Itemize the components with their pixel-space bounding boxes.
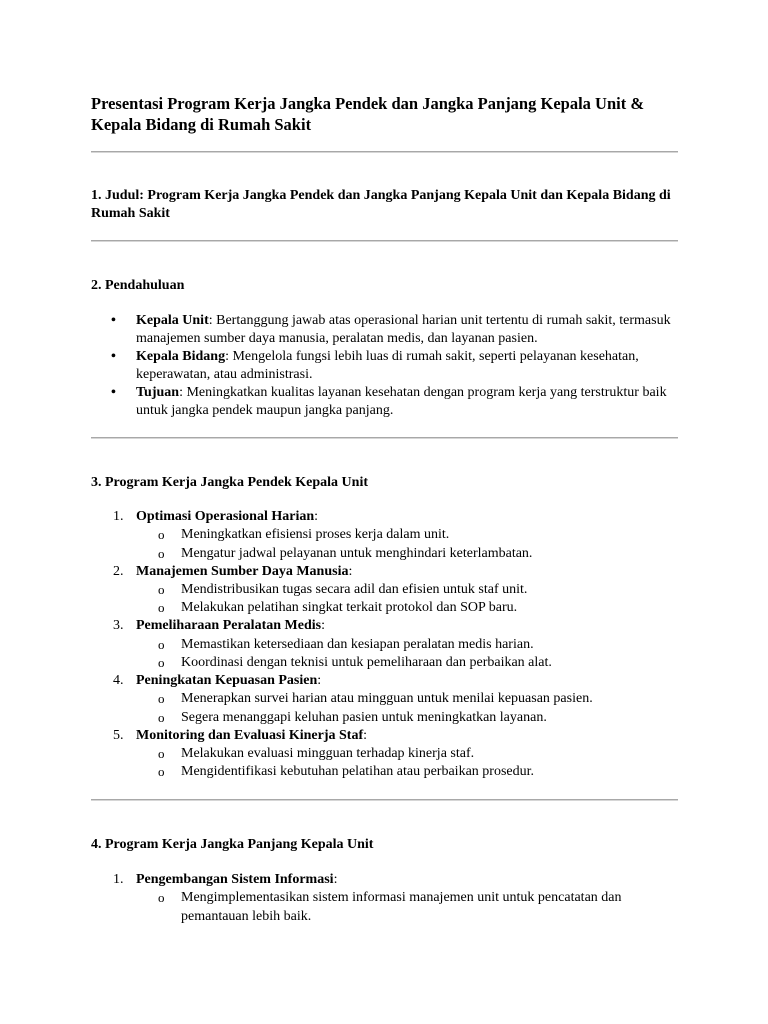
circle-bullet-icon: o xyxy=(158,654,165,670)
bullet-icon: • xyxy=(111,385,116,400)
list-item xyxy=(91,312,681,348)
sub-list-item: o Memastikan ketersediaan dan kesiapan peralatan medis harian. xyxy=(136,636,681,654)
sub-list-item: o Segera menanggapi keluhan pasien untuk meningkatkan layanan. xyxy=(136,709,681,727)
list-item: 1. Pengembangan Sistem Informasi: o Mengimplementasikan sistem informasi manajemen unit untuk pencatatan dan pemantauan lebih baik. xyxy=(91,871,681,926)
circle-bullet-icon: o xyxy=(158,600,165,616)
sub-list-item: o Menerapkan survei harian atau mingguan untuk menilai kepuasan pasien. xyxy=(136,690,681,708)
circle-bullet-icon: o xyxy=(158,890,165,906)
sub-list xyxy=(136,690,681,726)
long-term-program-list xyxy=(91,871,681,926)
list-item-term: Optimasi Operasional Harian xyxy=(136,509,315,524)
section-3-heading: 3. Program Kerja Jangka Pendek Kepala Unit xyxy=(91,475,369,490)
bullet-icon: • xyxy=(111,349,116,364)
sub-list xyxy=(136,889,681,925)
horizontal-rule xyxy=(91,151,678,153)
list-item xyxy=(91,384,681,420)
circle-bullet-icon: o xyxy=(158,709,165,725)
list-item-term: Pengembangan Sistem Informasi xyxy=(136,872,334,887)
horizontal-rule xyxy=(91,799,678,801)
sub-list-item: o Meningkatkan efisiensi proses kerja dalam unit. xyxy=(136,526,681,544)
list-item-text: : Mengelola fungsi lebih luas di rumah sakit, seperti pelayanan kesehatan, keperawatan, atau administrasi. xyxy=(136,349,639,382)
list-number: 3. xyxy=(113,618,124,634)
list-item-term: Monitoring dan Evaluasi Kinerja Staf xyxy=(136,727,364,743)
circle-bullet-icon: o xyxy=(158,764,165,780)
sub-list xyxy=(136,526,681,562)
horizontal-rule xyxy=(91,240,678,242)
list-item-term: Peningkatan Kepuasan Pasien xyxy=(136,673,318,689)
sub-list-item: o Mendistribusikan tugas secara adil dan efisien untuk staf unit. xyxy=(136,581,681,599)
document-title: Presentasi Program Kerja Jangka Pendek dan Jangka Panjang Kepala Unit & Kepala Bidang di Rumah Sakit xyxy=(91,94,645,134)
list-item: 1. Optimasi Operasional Harian: o Meningkatkan efisiensi proses kerja dalam unit. o Mengatur jadwal pelayanan untuk menghindari keterlambatan. xyxy=(91,508,681,563)
list-number: 1. xyxy=(113,872,124,887)
short-term-program-list xyxy=(91,508,681,782)
sub-list-item: o Mengidentifikasi kebutuhan pelatihan atau perbaikan prosedur. xyxy=(136,763,681,781)
list-item-term: Pemeliharaan Peralatan Medis xyxy=(136,618,322,634)
circle-bullet-icon: o xyxy=(158,746,165,762)
sub-list-item: o Melakukan evaluasi mingguan terhadap kinerja staf. xyxy=(136,745,681,763)
list-item-term: Tujuan xyxy=(136,385,180,400)
section-2-heading: 2. Pendahuluan xyxy=(91,278,185,293)
sub-list xyxy=(136,636,681,672)
list-item: 3. Pemeliharaan Peralatan Medis: o Memastikan ketersediaan dan kesiapan peralatan medis harian. o Koordinasi dengan teknisi untuk pemeliharaan dan perbaikan alat. xyxy=(91,617,681,672)
list-item-term: Kepala Unit xyxy=(136,313,209,328)
sub-list-item: o Mengimplementasikan sistem informasi manajemen unit untuk pencatatan dan pemantauan lebih baik. xyxy=(158,890,622,924)
list-number: 5. xyxy=(113,727,124,743)
list-item xyxy=(91,348,681,384)
list-item: 5. Monitoring dan Evaluasi Kinerja Staf: o Melakukan evaluasi mingguan terhadap kinerja staf. o Mengidentifikasi kebutuhan pelatihan atau perbaikan prosedur. xyxy=(91,727,681,782)
section-4-heading: 4. Program Kerja Jangka Panjang Kepala Unit xyxy=(91,837,374,852)
list-item-text: : Bertanggung jawab atas operasional harian unit tertentu di rumah sakit, termasuk manajemen sumber daya manusia, peralatan medis, dan layanan pasien. xyxy=(136,313,671,346)
list-number: 4. xyxy=(113,673,124,689)
intro-bullet-list xyxy=(91,312,681,420)
bullet-icon: • xyxy=(111,313,116,328)
circle-bullet-icon: o xyxy=(158,582,165,597)
list-item-text: : Meningkatkan kualitas layanan kesehatan dengan program kerja yang terstruktur baik untuk jangka pendek maupun jangka panjang. xyxy=(136,385,667,418)
list-number: 2. xyxy=(113,563,124,579)
list-item: 4. Peningkatan Kepuasan Pasien: o Menerapkan survei harian atau mingguan untuk menilai kepuasan pasien. o Segera menanggapi keluhan pasien untuk meningkatkan layanan. xyxy=(91,672,681,727)
sub-list-item: o Melakukan pelatihan singkat terkait protokol dan SOP baru. xyxy=(136,599,681,617)
horizontal-rule xyxy=(91,437,678,439)
circle-bullet-icon: o xyxy=(158,636,165,652)
list-item-term: Kepala Bidang xyxy=(136,349,226,364)
circle-bullet-icon: o xyxy=(158,527,165,543)
sub-list-item: o Koordinasi dengan teknisi untuk pemeliharaan dan perbaikan alat. xyxy=(136,654,681,672)
sub-list-item: o Mengatur jadwal pelayanan untuk menghindari keterlambatan. xyxy=(136,545,681,563)
circle-bullet-icon: o xyxy=(158,691,165,707)
sub-list xyxy=(136,581,681,617)
list-number: 1. xyxy=(113,509,124,524)
sub-list xyxy=(136,745,681,781)
circle-bullet-icon: o xyxy=(158,545,165,561)
section-1-heading: 1. Judul: Program Kerja Jangka Pendek dan Jangka Panjang Kepala Unit dan Kepala Bidang di Rumah Sakit xyxy=(91,188,671,221)
list-item: 2. Manajemen Sumber Daya Manusia: o Mendistribusikan tugas secara adil dan efisien untuk staf unit. o Melakukan pelatihan singkat terkait protokol dan SOP baru. xyxy=(91,563,681,618)
list-item-term: Manajemen Sumber Daya Manusia xyxy=(136,563,349,579)
